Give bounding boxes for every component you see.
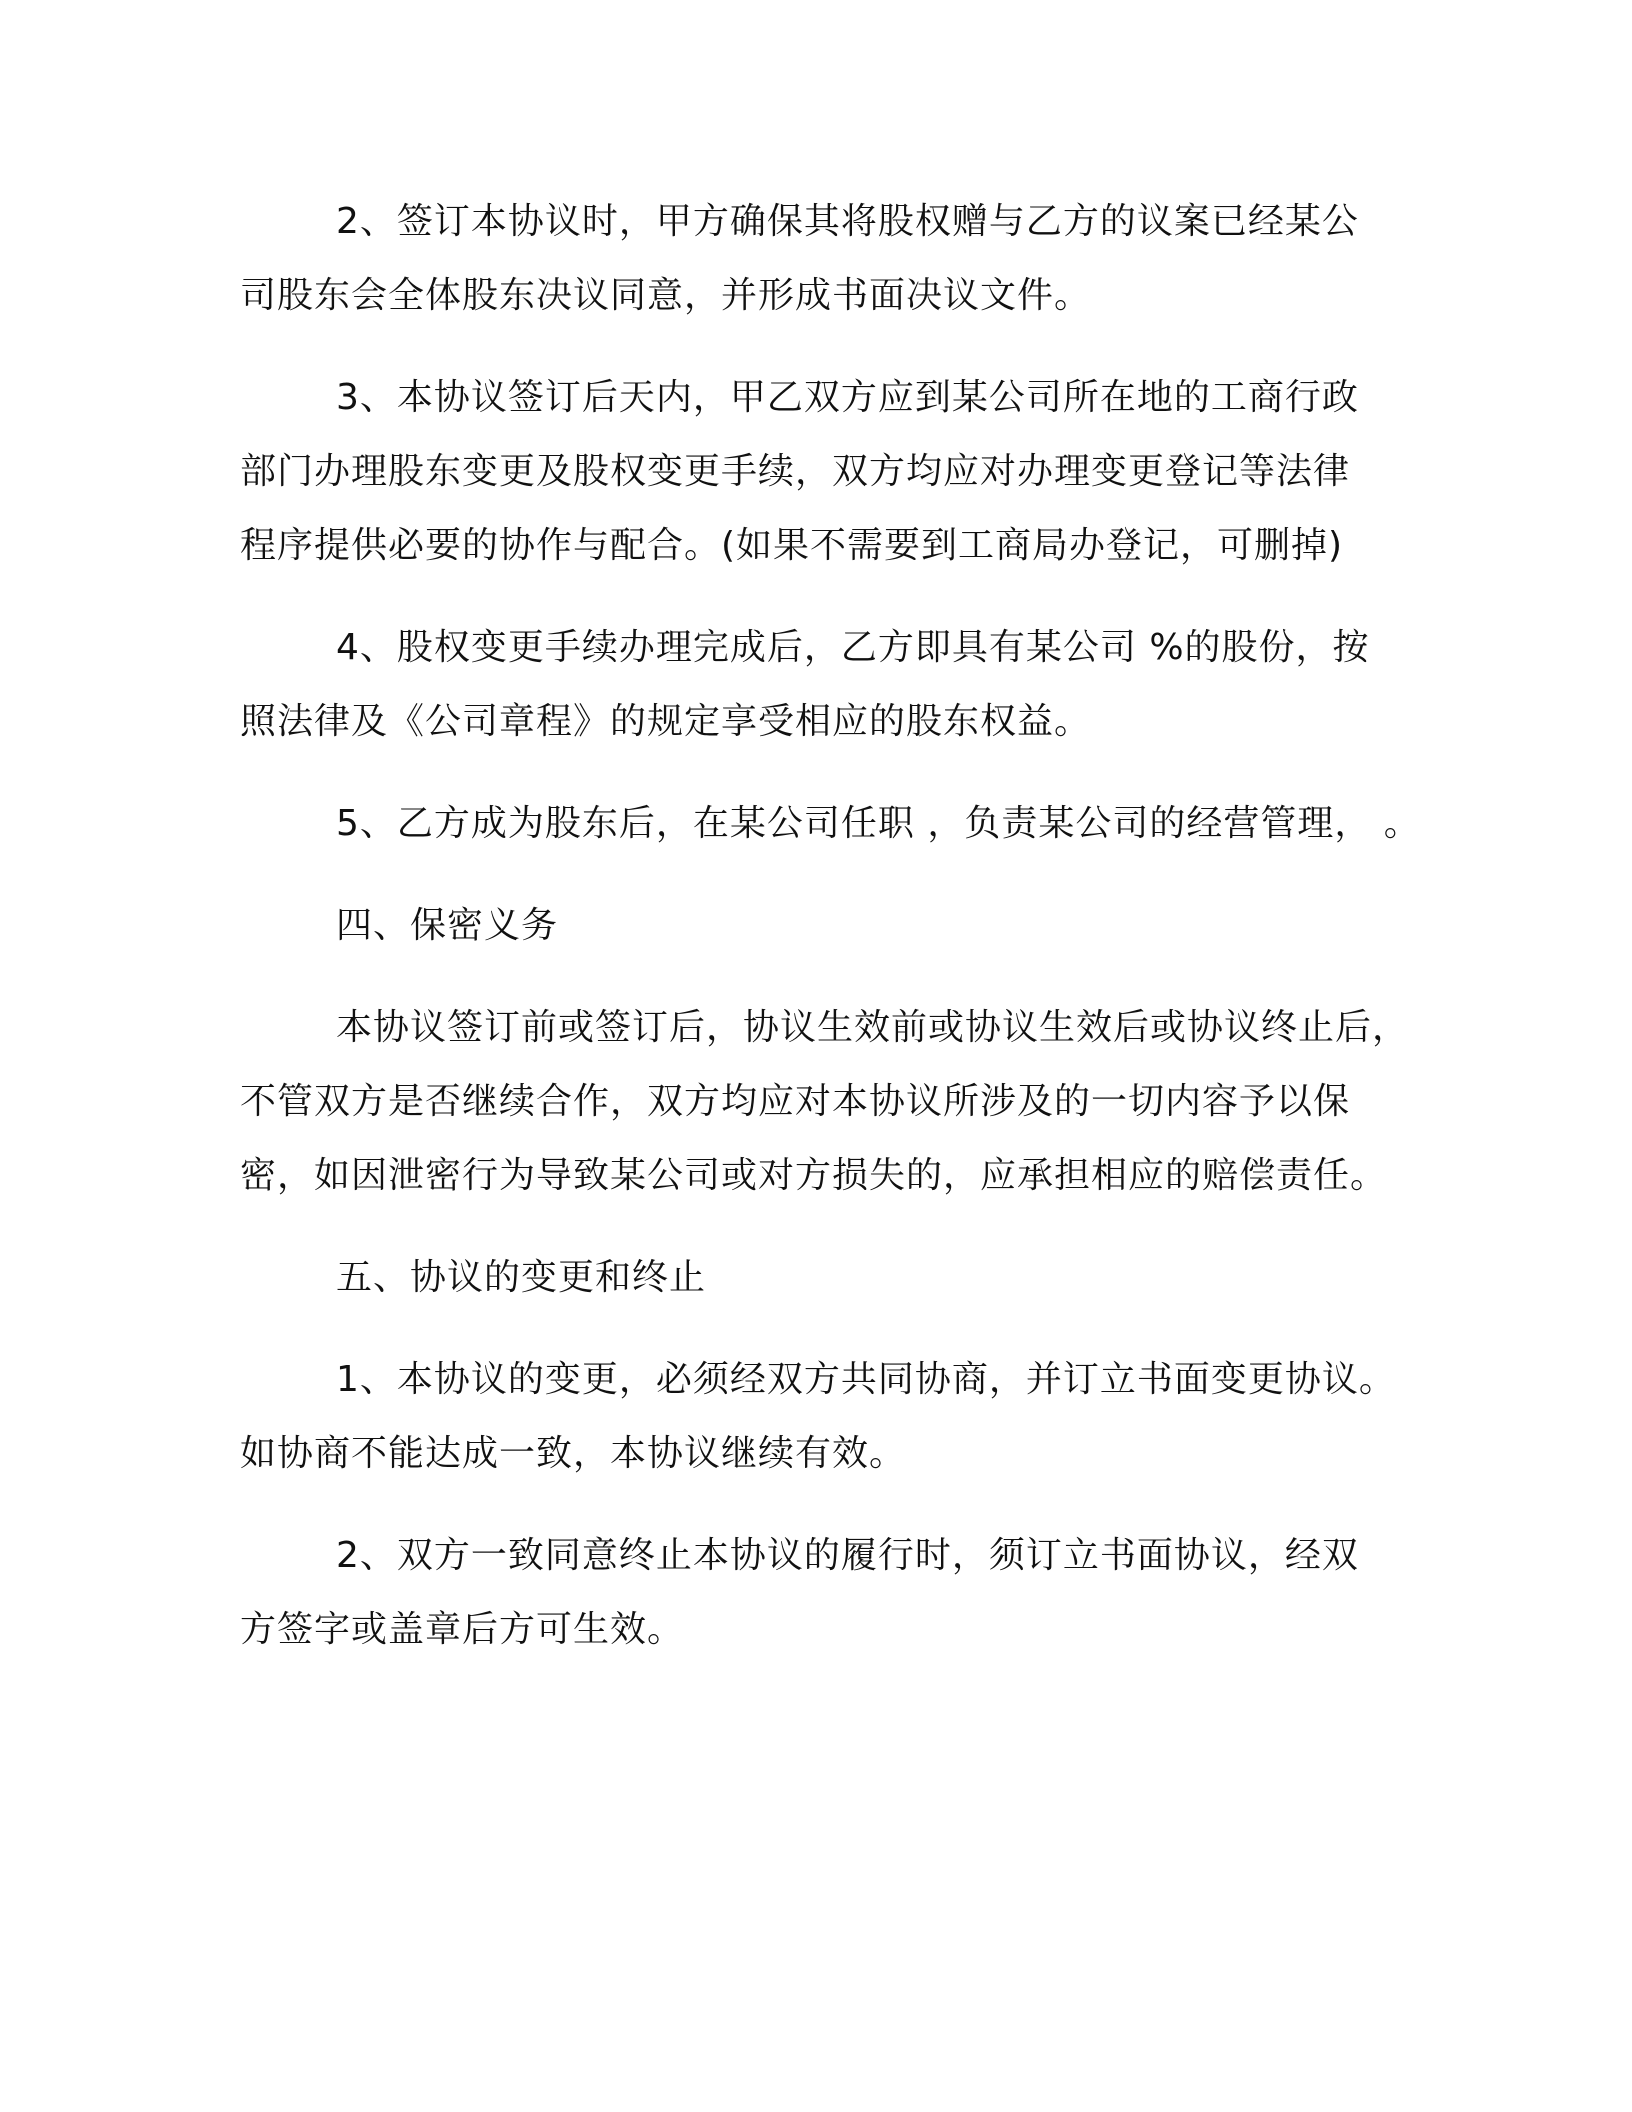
text-line: 部门办理股东变更及股权变更手续，双方均应对办理变更登记等法律 <box>240 451 1351 492</box>
text-line: 密，如因泄密行为导致某公司或对方损失的，应承担相应的赔偿责任。 <box>240 1155 1388 1196</box>
paragraph-clause-5 <box>240 787 1421 861</box>
paragraph-amendment-2 <box>240 1519 1410 1667</box>
text-line: 程序提供必要的协作与配合。(如果不需要到工商局办登记，可删掉) <box>240 525 1344 566</box>
section-heading-confidentiality <box>240 889 1410 963</box>
section-heading: 四、保密义务 <box>336 905 559 946</box>
section-heading: 五、协议的变更和终止 <box>336 1257 707 1298</box>
text-line: 4、股权变更手续办理完成后，乙方即具有某公司 %的股份，按 <box>336 627 1370 668</box>
section-heading-amendment <box>240 1241 1410 1315</box>
text-line: 3、本协议签订后天内，甲乙双方应到某公司所在地的工商行政 <box>336 377 1359 418</box>
paragraph-clause-4 <box>240 611 1410 759</box>
paragraph-clause-2 <box>240 185 1410 333</box>
text-line: 5、乙方成为股东后，在某公司任职 ，负责某公司的经营管理， 。 <box>336 803 1421 844</box>
document-body <box>240 185 1421 1695</box>
paragraph-confidentiality <box>240 991 1410 1213</box>
text-line: 2、双方一致同意终止本协议的履行时，须订立书面协议，经双 <box>336 1535 1359 1576</box>
paragraph-clause-3 <box>240 361 1410 583</box>
text-line: 2、签订本协议时，甲方确保其将股权赠与乙方的议案已经某公 <box>336 201 1359 242</box>
paragraph-amendment-1 <box>240 1343 1410 1491</box>
text-line: 方签字或盖章后方可生效。 <box>240 1609 685 1650</box>
text-line: 照法律及《公司章程》的规定享受相应的股东权益。 <box>240 701 1092 742</box>
text-line: 不管双方是否继续合作，双方均应对本协议所涉及的一切内容予以保 <box>240 1081 1351 1122</box>
text-line: 司股东会全体股东决议同意，并形成书面决议文件。 <box>240 275 1092 316</box>
text-line: 本协议签订前或签订后，协议生效前或协议生效后或协议终止后， <box>336 1007 1410 1048</box>
text-line: 1、本协议的变更，必须经双方共同协商，并订立书面变更协议。 <box>336 1359 1396 1400</box>
text-line: 如协商不能达成一致，本协议继续有效。 <box>240 1433 907 1474</box>
